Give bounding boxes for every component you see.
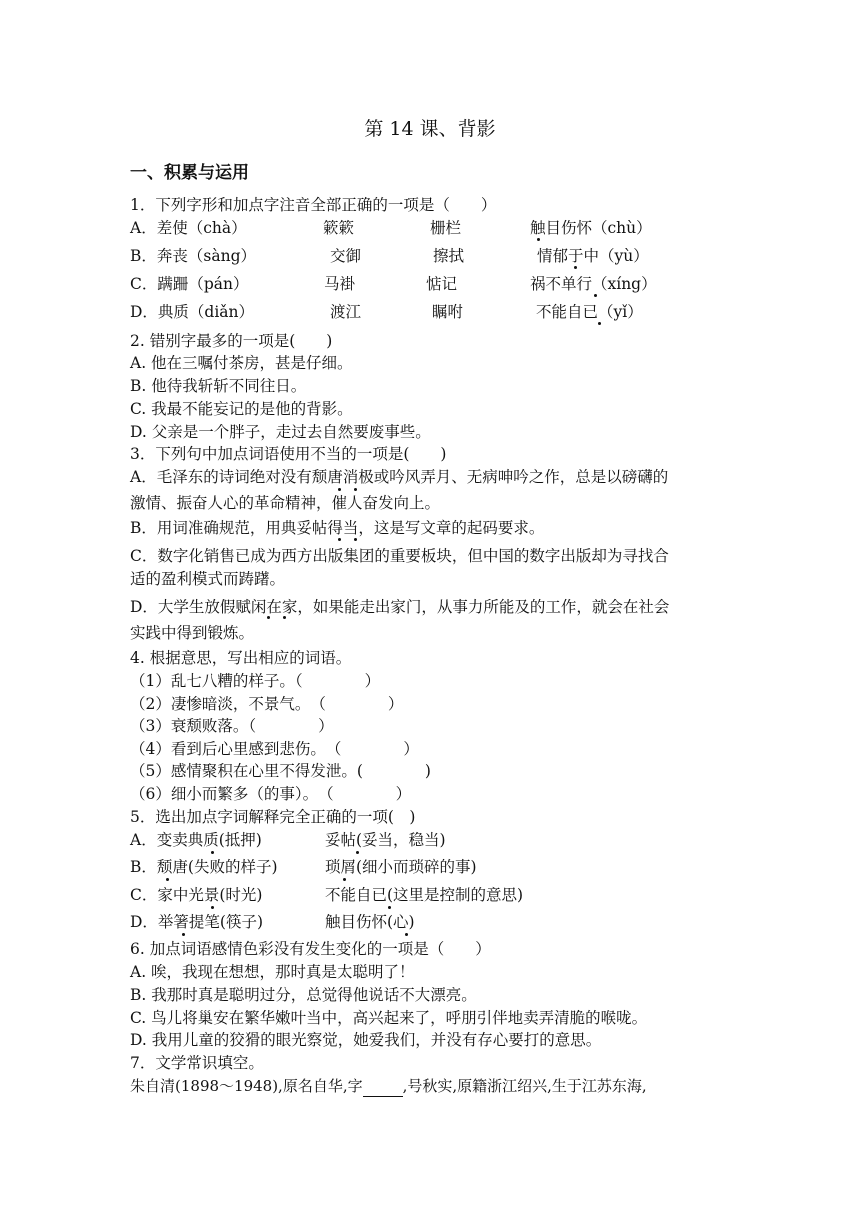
emphasis-dot (356, 851, 359, 854)
question-3-line: B．用词准确规范，用典妥帖得当，这是写文章的起码要求。 (130, 519, 545, 537)
q1-c-col2: 马褂 (324, 275, 356, 293)
emphasis-dot (594, 294, 597, 297)
emphasis-dot (405, 933, 408, 936)
section-heading: 一、积累与运用 (130, 163, 249, 183)
q1-d-col2: 渡江 (330, 303, 362, 321)
q1-a-col1: A．差使（chà） (130, 219, 247, 237)
emphasis-dot (182, 933, 185, 936)
q1-b-col3: 擦拭 (433, 247, 465, 265)
question-2-option-b: B. 他待我斩斩不同往日。 (130, 377, 307, 395)
fill-text-before: 朱自清(1898～1948),原名自华,字 (130, 1077, 363, 1095)
emphasis-dot (211, 906, 214, 909)
emphasis-dot (574, 266, 577, 269)
question-4-item: （6）细小而繁多（的事）。 （ ） (130, 785, 412, 803)
question-4-stem: 4. 根据意思，写出相应的词语。 (130, 649, 352, 667)
emphasis-dot (388, 906, 391, 909)
emphasis-dot (338, 538, 341, 541)
q5-c-col1: C．家中光景(时光) (130, 886, 263, 904)
question-2-option-c: C. 我最不能妄记的是他的背影。 (130, 400, 353, 418)
question-2-option-a: A. 他在三嘱付茶房，甚是仔细。 (130, 354, 353, 372)
q5-d-col2: 触目伤怀(心) (325, 913, 415, 931)
question-1-stem: 1．下列字形和加点字注音全部正确的一项是（ ） (130, 196, 497, 214)
question-3-line: A．毛泽东的诗词绝对没有颓唐消极或吟风弄月、无病呻吟之作，总是以磅礴的 (130, 468, 669, 486)
q5-c-col2: 不能自已(这里是控制的意思) (325, 886, 524, 904)
q1-d-col3: 瞩咐 (432, 303, 464, 321)
question-6-option-c: C. 鸟儿将巢安在繁华嫩叶当中，高兴起来了，呼朋引伴地卖弄清脆的喉咙。 (130, 1009, 648, 1027)
emphasis-dot (537, 238, 540, 241)
question-3-line: 激情、振奋人心的革命精神，催人奋发向上。 (130, 494, 441, 512)
q5-a-col2: 妥帖(妥当，稳当) (325, 831, 446, 849)
q5-b-col1: B．颓唐(失败的样子) (130, 858, 278, 876)
question-5-stem: 5．选出加点字词解释完全正确的一项( ) (130, 808, 416, 826)
q1-b-col1: B．奔丧（sàng） (130, 247, 256, 265)
emphasis-dot (267, 616, 270, 619)
question-3-stem: 3．下列句中加点词语使用不当的一项是( ) (130, 445, 447, 463)
emphasis-dot (354, 538, 357, 541)
q1-b-col2: 交御 (330, 247, 362, 265)
question-6-option-d: D. 我用儿童的狡猾的眼光察觉，她爱我们，并没有存心要打的意思。 (130, 1031, 602, 1049)
q1-c-col4: 祸不单行（xíng） (530, 275, 657, 293)
question-2-stem: 2. 错别字最多的一项是( ) (130, 332, 333, 350)
q1-d-col1: D．典质（diǎn） (130, 303, 255, 321)
q5-d-col1: D．举箸提笔(筷子) (130, 913, 264, 931)
q1-c-col1: C．蹒跚（pán） (130, 275, 249, 293)
emphasis-dot (338, 488, 341, 491)
emphasis-dot (598, 322, 601, 325)
emphasis-dot (343, 878, 346, 881)
question-4-item: （3）衰颓败落。（ ） (130, 717, 334, 735)
question-6-option-b: B. 我那时真是聪明过分，总觉得他说话不大漂亮。 (130, 986, 477, 1004)
emphasis-dot (211, 851, 214, 854)
page-title: 第 14 课、背影 (364, 118, 496, 140)
question-2-option-d: D. 父亲是一个胖子，走过去自然要废事些。 (130, 423, 431, 441)
question-3-line: 实践中得到锻炼。 (130, 624, 255, 642)
question-4-item: （2）凄惨暗淡，不景气。 （ ） (130, 695, 404, 713)
q1-d-col4: 不能自已（yǐ） (536, 303, 643, 321)
question-7-fill-line (130, 1075, 740, 1097)
question-4-item: （1）乱七八糟的样子。（ ） (130, 672, 381, 690)
q5-b-col2: 琐屑(细小而琐碎的事) (325, 858, 477, 876)
emphasis-dot (283, 616, 286, 619)
q1-a-col2: 簌簌 (323, 219, 355, 237)
q1-a-col3: 栅栏 (430, 219, 462, 237)
q1-a-col4: 触目伤怀（chù） (530, 219, 652, 237)
question-3-line: D．大学生放假赋闲在家，如果能走出家门，从事力所能及的工作，就会在社会 (130, 598, 670, 616)
q1-b-col4: 情郁于中（yù） (537, 247, 649, 265)
q5-a-col1: A．变卖典质(抵押) (130, 831, 262, 849)
fill-blank[interactable] (363, 1080, 403, 1097)
question-6-stem: 6. 加点词语感情色彩没有发生变化的一项是（ ） (130, 940, 491, 958)
emphasis-dot (354, 488, 357, 491)
question-4-item: （5）感情聚积在心里不得发泄。( ) (130, 762, 431, 780)
fill-text-after: ,号秋实,原籍浙江绍兴,生于江苏东海, (402, 1077, 647, 1095)
question-7-stem: 7．文学常识填空。 (130, 1054, 264, 1072)
question-4-item: （4）看到后心里感到悲伤。 （ ） (130, 740, 419, 758)
question-6-option-a: A. 唉，我现在想想，那时真是太聪明了！ (130, 963, 415, 981)
question-3-line: C．数字化销售已成为西方出版集团的重要板块，但中国的数字出版却为寻找合 (130, 547, 669, 565)
question-3-line: 适的盈利模式而踌躇。 (130, 570, 286, 588)
emphasis-dot (166, 878, 169, 881)
q1-c-col3: 惦记 (426, 275, 458, 293)
